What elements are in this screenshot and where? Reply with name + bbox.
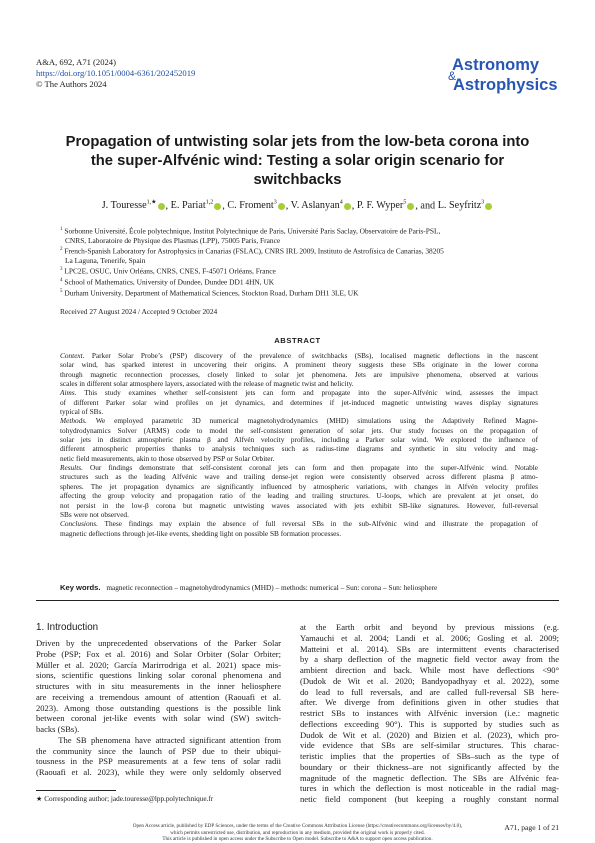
abstract-methods: Methods. We employed parametric 3D numerical magnetohydrodynamics (MHD) simulations using the Adaptively Refined Magne- tohydrodynamics Solver (ARMS) code to model the self-consistent generation of solar jets. Our study focuses on the propagation of solar jets in distinct atmospheric plasma β and Alfvén velocity profiles, including a Parker solar wind. We explored the influence of different atmospheric properties thanks to analysis techniques such as radius-time diagrams and synthetic in situ velocity and mag- netic field measurements, akin to those observed by PSP or Solar Orbiter. [60,416,538,463]
affiliation-line: $^2$ French-Spanish Laboratory for Astrophysics in Canarias (FSLAC), CNRS IRL 2009, Instituto de Astrofísica de Canarias, 38205 [60,246,444,256]
logo-ampersand: & [448,69,457,83]
author[interactable]: P. F. Wyper$^5$ [357,200,416,211]
affiliation-line: $^1$ Sorbonne Université, École polytechnique, Institut Polytechnique de Paris, Université Paris Saclay, Observatoire de Paris-PSL, [60,226,441,236]
title-line: Propagation of untwisting solar jets from the low-beta corona into [65,134,530,150]
orcid-icon[interactable] [214,203,221,210]
affiliation-line: CNRS, Laboratoire de Physique des Plasmas (LPP), 75005 Paris, France [65,235,281,245]
title-line: switchbacks [253,172,342,188]
orcid-icon[interactable] [407,203,414,210]
author[interactable]: C. Froment$^3$ [227,200,285,211]
orcid-icon[interactable] [485,203,492,210]
author-list: J. Touresse$^{1,★}$ , E. Pariat$^{1,2}$ , C. Froment$^3$ , V. Aslanyan$^4$ , P. F. Wyper$^5$ , and L. Seyfritz$^3$ [20,199,575,211]
author[interactable]: J. Touresse$^{1,★}$ [102,200,166,211]
orcid-icon[interactable] [278,203,285,210]
page-label: A71, page 1 of 21 [504,823,559,832]
citation: A&A, 692, A71 (2024) [36,57,116,67]
abstract-body [60,351,538,538]
open-access-footer: Open Access article, published by EDP Sciences, under the terms of the Creative Commons Attribution License (https://creativecommons.org/licenses/by/4.0), which permits unrestricted use, distribution, and reproduction in any medium, provided the original work is properly cited. This article is published in open access under the Subscribe to Open model. Subscribe to A&A to support open access publication. [132,823,463,843]
orcid-icon[interactable] [158,203,165,210]
keywords-text: magnetic reconnection – magnetohydrodynamics (MHD) – methods: numerical – Sun: corona – Sun: heliosphere [106,583,438,592]
logo-line2: Astrophysics [453,76,558,94]
doi-link[interactable]: https://doi.org/10.1051/0004-6361/202452019 [36,68,196,79]
section-heading-introduction: 1. Introduction [36,622,99,633]
orcid-icon[interactable] [344,203,351,210]
journal-logo [448,56,562,96]
author[interactable]: E. Pariat$^{1,2}$ [171,200,223,211]
abstract-conclusions: Conclusions. These findings may explain the absence of full reversal SBs in the sub-Alfvénic wind and illustrate the propagation of magnetic deflections through jet-like events, shedding light on possible SB formation processes. [60,519,538,538]
abstract-heading: ABSTRACT [274,336,321,345]
received-accepted: Received 27 August 2024 / Accepted 9 October 2024 [60,307,218,316]
abstract-aims: Aims. This study examines whether self-consistent jets can form and propagate into the super-Alfvénic wind, assesses the impact of different Parker solar wind profiles on jet dynamics, and determines if jet-induced magnetic untwisting waves display signatures typical of SBs. [60,388,538,417]
authors-and: and [420,200,436,212]
logo-line1: Astronomy [452,56,540,74]
copyright: © The Authors 2024 [36,79,107,90]
paper-title [20,133,575,190]
abstract-results: Results. Our findings demonstrate that self-consistent coronal jets can form and then propagate into the super-Alfvénic wind. Notable structures such as the leading Alfvénic wave and trailing dense-jet region were consistently observed across different plasma β atmo- spheres. The jet propagation dynamics are significantly influenced by atmospheric variations, with changes in Alfvén velocity profiles affecting the group velocity and propagation ratio of the leading and trailing structures. U-loops, which are prevalent at jet onset, do not persist in the low-β corona but magnetic untwisting waves associated with jets exhibit SB-like signatures. However, full-reversal SBs were not observed. [60,463,538,519]
divider [36,600,559,601]
affiliation-line: La Laguna, Tenerife, Spain [65,255,146,265]
keywords [60,583,538,592]
title-line: the super-Alfvénic wind: Testing a solar origin scenario for [90,153,505,169]
author[interactable]: L. Seyfritz$^3$ [438,200,494,211]
footnote-rule [36,790,116,791]
affiliation-line: $^3$ LPC2E, OSUC, Univ Orléans, CNRS, CNES, F-45071 Orléans, France [60,266,276,276]
affiliation-line: $^5$ Durham University, Department of Mathematical Sciences, Stockton Road, Durham DH1 3LE, UK [60,288,359,298]
affiliations [60,225,560,297]
intro-column-left: Driven by the unprecedented observations of the Parker Solar Probe (PSP; Fox et al. 2016) and Solar Orbiter (Solar Orbiter; Müller et al. 2020; García Marirrodriga et al. 2021) space mis- sions, scientific questions linking solar coronal phenomena and structures with in situ measurements in the inner heliosphere are receiving a tremendous amount of attention (Raouafi et al. 2023). Among those outstanding questions is the possible link between coronal jet-like events with solar wind (SW) switch- backs (SBs). The SB phenomena have attracted significant attention from the community since the launch of PSP due to their ubiqui- tousness in the PSP measurements at a few tens of solar radii (Raouafi et al. 2023), while they were only seldomly observed [36,638,281,777]
footnote-corresponding-author: ★ Corresponding author; jade.touresse@lpp.polytechnique.fr [36,795,214,803]
intro-column-right: at the Earth orbit and beyond by previous missions (e.g. Yamauchi et al. 2004; Landi et al. 2006; Gosling et al. 2009; Matteini et al. 2014). SBs are intermittent events characterised by a sharp deflection of the magnetic field vector away from the ambient direction and back. While most have deflections <90° (Dudok de Wit et al. 2020; Bandyopadhyay et al. 2022), some do lead to full reversals, and are called full-reversal SB here- after. We diverge from definitions given in other studies that restrict SBs to instances with Alfvénic inversion (i.e.: magnetic deflections exceeding 90°). This is supported by studies such as Dudok de Wit et al. (2020) and Bizien et al. (2023), which pro- vide evidence that SBs are self-similar structures. This charac- teristic implies that the properties of SBs–such as the type of boundary or their thickness–are not significantly affected by the magnitude of the magnetic deflection. The SBs are Alfvénic fea- tures in which the deflection is most noticeable in the radial mag- netic field component (but keeping a roughly constant normal [300,622,559,804]
affiliation-line: $^4$ School of Mathematics, University of Dundee, Dundee DD1 4HN, UK [60,277,275,287]
abstract-context: Context. Parker Solar Probe’s (PSP) discovery of the prevalence of switchbacks (SBs), localised magnetic deflections in the nascent solar wind, has sparked interest in uncovering their origins. A prominent theory suggests these SBs originate in the lower corona through magnetic reconnection processes, closely linked to solar jet phenomena. Jets are impulsive phenomena, observed at various scales in different solar atmosphere layers, associated with the release of magnetic twist and helicity. [60,351,538,389]
author[interactable]: V. Aslanyan$^4$ [291,200,352,211]
journal-header [36,57,195,91]
keywords-label: Key words. [60,583,101,592]
